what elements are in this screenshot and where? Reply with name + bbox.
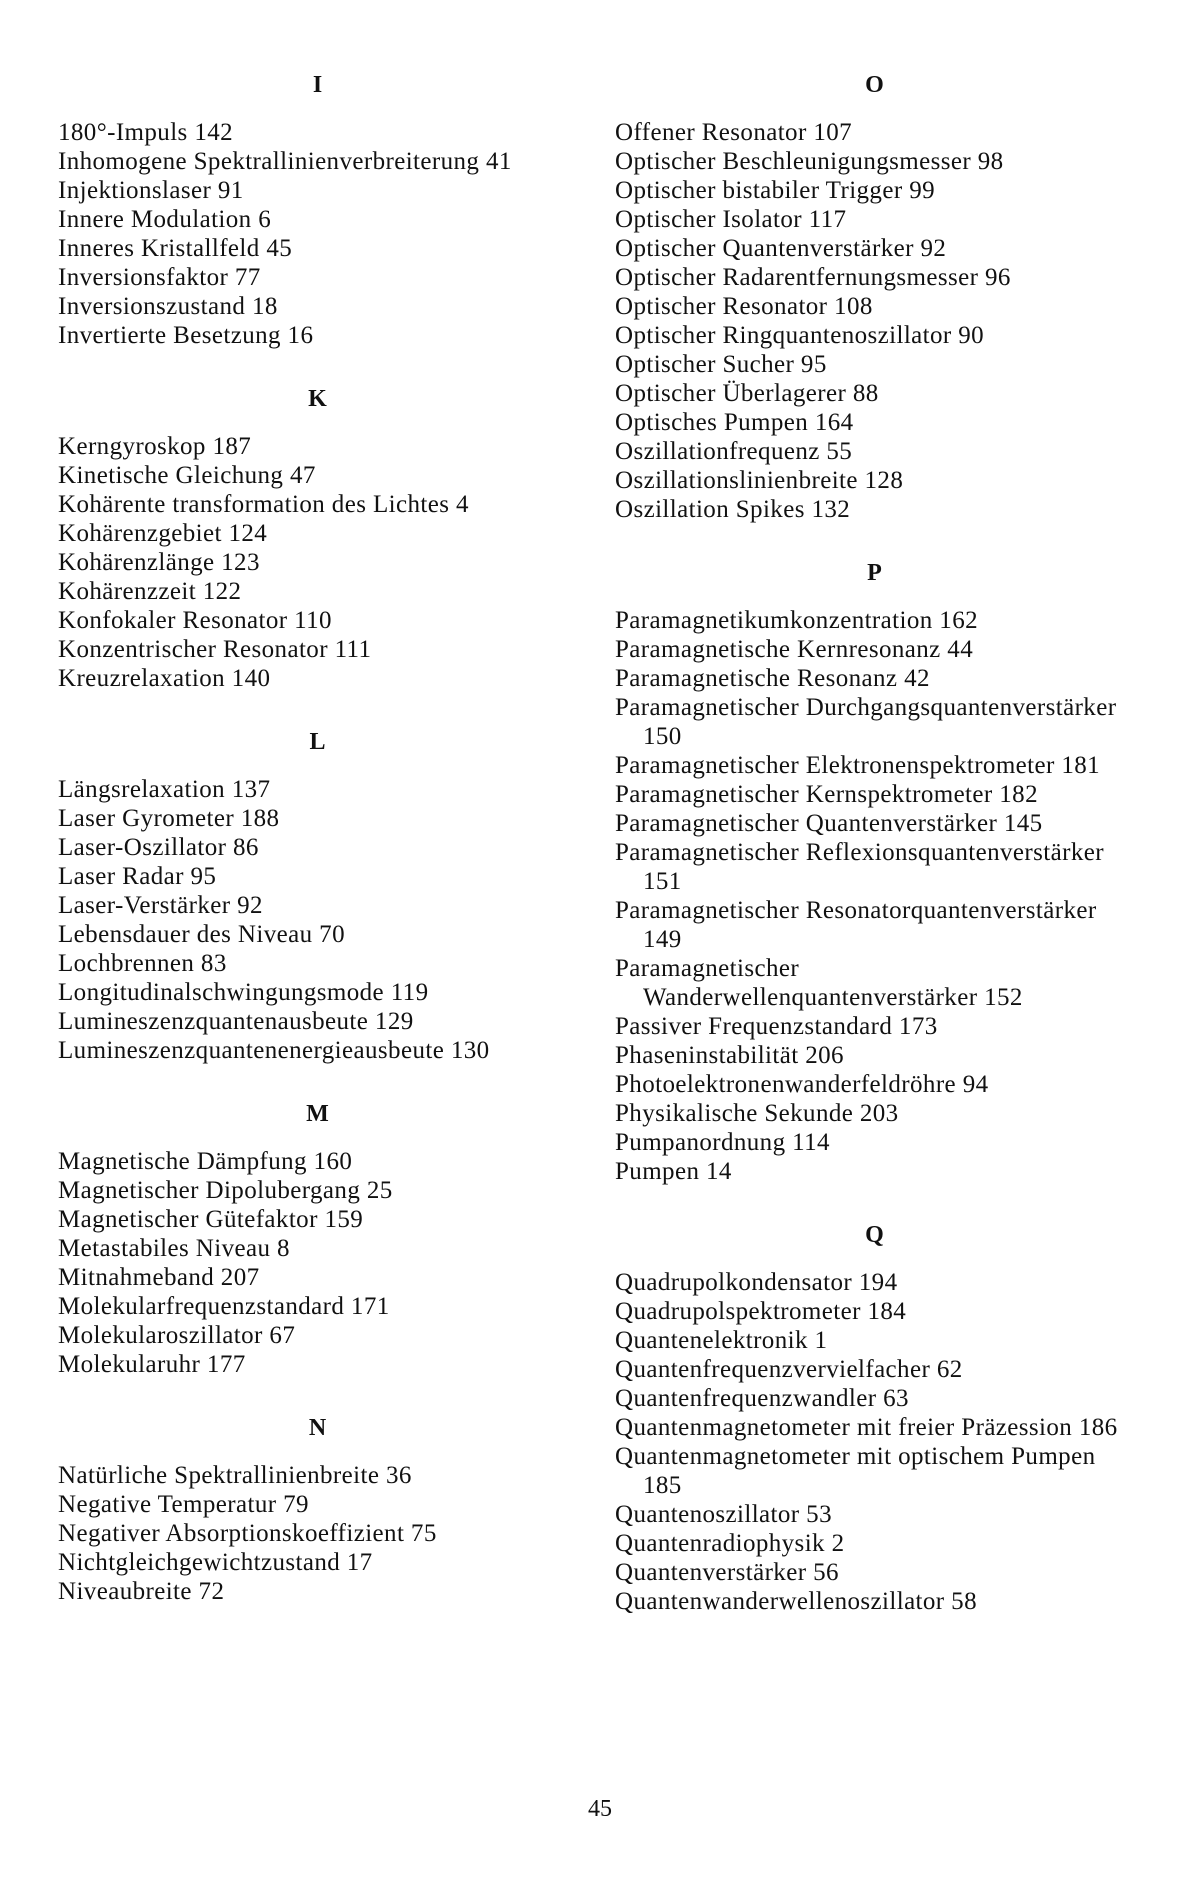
index-entry: Magnetischer Dipolubergang 25 xyxy=(58,1176,578,1205)
index-section xyxy=(58,1413,578,1606)
index-entry: Optischer Ringquantenoszillator 90 xyxy=(615,321,1135,350)
index-entry: Quantenverstärker 56 xyxy=(615,1558,1135,1587)
index-entry: Molekularfrequenzstandard 171 xyxy=(58,1292,578,1321)
index-entry: Quantenfrequenzwandler 63 xyxy=(615,1384,1135,1413)
index-entry: Paramagnetischer Kernspektrometer 182 xyxy=(615,780,1135,809)
index-entry: Inhomogene Spektrallinienverbreiterung 41 xyxy=(58,147,578,176)
index-entry: Lebensdauer des Niveau 70 xyxy=(58,920,578,949)
section-letter-heading: P xyxy=(615,558,1135,588)
index-page xyxy=(0,0,1200,1880)
index-entry: Metastabiles Niveau 8 xyxy=(58,1234,578,1263)
index-entry: Kerngyroskop 187 xyxy=(58,432,578,461)
index-entry: Photoelektronenwanderfeldröhre 94 xyxy=(615,1070,1135,1099)
index-entry: Injektionslaser 91 xyxy=(58,176,578,205)
index-entry: Niveaubreite 72 xyxy=(58,1577,578,1606)
index-entry: Optischer Radarentfernungsmesser 96 xyxy=(615,263,1135,292)
index-entry: Oszillationfrequenz 55 xyxy=(615,437,1135,466)
index-entry: Optischer Resonator 108 xyxy=(615,292,1135,321)
index-entry: Quantenwanderwellenoszillator 58 xyxy=(615,1587,1135,1616)
index-entry-list xyxy=(615,606,1135,1186)
index-entry: Paramagnetischer Elektronenspektrometer 181 xyxy=(615,751,1135,780)
index-entry-list xyxy=(58,118,578,350)
index-entry-list xyxy=(615,1268,1135,1616)
index-entry-list xyxy=(615,118,1135,524)
index-section xyxy=(615,558,1135,1186)
page-number: 45 xyxy=(0,1794,1200,1824)
index-entry-list xyxy=(58,1147,578,1379)
index-entry: Optischer Quantenverstärker 92 xyxy=(615,234,1135,263)
index-entry: Paramagnetischer Resonatorquantenverstärker 149 xyxy=(615,896,1135,954)
section-letter-heading: I xyxy=(58,70,578,100)
index-entry: Kinetische Gleichung 47 xyxy=(58,461,578,490)
index-entry: Lumineszenzquantenausbeute 129 xyxy=(58,1007,578,1036)
index-entry: Invertierte Besetzung 16 xyxy=(58,321,578,350)
index-entry: Paramagnetischer Durchgangsquantenverstärker 150 xyxy=(615,693,1135,751)
index-entry: Kohärenzlänge 123 xyxy=(58,548,578,577)
index-section xyxy=(58,1099,578,1379)
index-entry: Magnetische Dämpfung 160 xyxy=(58,1147,578,1176)
index-entry: Negative Temperatur 79 xyxy=(58,1490,578,1519)
section-letter-heading: K xyxy=(58,384,578,414)
index-entry: Quantenmagnetometer mit optischem Pumpen 185 xyxy=(615,1442,1135,1500)
index-entry: Pumpen 14 xyxy=(615,1157,1135,1186)
index-entry: Paramagnetischer Reflexionsquantenverstärker 151 xyxy=(615,838,1135,896)
index-entry: Kreuzrelaxation 140 xyxy=(58,664,578,693)
index-entry: Quantenradiophysik 2 xyxy=(615,1529,1135,1558)
index-entry: Oszillationslinienbreite 128 xyxy=(615,466,1135,495)
index-entry: Längsrelaxation 137 xyxy=(58,775,578,804)
index-entry: Laser Gyrometer 188 xyxy=(58,804,578,833)
section-letter-heading: N xyxy=(58,1413,578,1443)
index-entry: Inversionszustand 18 xyxy=(58,292,578,321)
index-entry: Quadrupolspektrometer 184 xyxy=(615,1297,1135,1326)
index-entry: Paramagnetischer Wanderwellenquantenverstärker 152 xyxy=(615,954,1135,1012)
index-entry: Konfokaler Resonator 110 xyxy=(58,606,578,635)
index-entry: Laser-Oszillator 86 xyxy=(58,833,578,862)
index-entry: Inversionsfaktor 77 xyxy=(58,263,578,292)
index-entry: Lumineszenzquantenenergieausbeute 130 xyxy=(58,1036,578,1065)
index-entry: Kohärente transformation des Lichtes 4 xyxy=(58,490,578,519)
section-letter-heading: L xyxy=(58,727,578,757)
index-entry: Nichtgleichgewichtzustand 17 xyxy=(58,1548,578,1577)
index-entry: Longitudinalschwingungsmode 119 xyxy=(58,978,578,1007)
index-entry: Innere Modulation 6 xyxy=(58,205,578,234)
index-section xyxy=(615,70,1135,524)
index-entry-list xyxy=(58,1461,578,1606)
index-entry: Quadrupolkondensator 194 xyxy=(615,1268,1135,1297)
index-entry: Physikalische Sekunde 203 xyxy=(615,1099,1135,1128)
index-entry: Magnetischer Gütefaktor 159 xyxy=(58,1205,578,1234)
index-entry: Quantenmagnetometer mit freier Präzession 186 xyxy=(615,1413,1135,1442)
index-entry: 180°-Impuls 142 xyxy=(58,118,578,147)
index-entry-list xyxy=(58,432,578,693)
index-entry: Optischer Beschleunigungsmesser 98 xyxy=(615,147,1135,176)
index-entry: Inneres Kristallfeld 45 xyxy=(58,234,578,263)
index-entry: Optischer Isolator 117 xyxy=(615,205,1135,234)
section-letter-heading: O xyxy=(615,70,1135,100)
index-entry: Molekularoszillator 67 xyxy=(58,1321,578,1350)
index-entry: Paramagnetikumkonzentration 162 xyxy=(615,606,1135,635)
index-entry: Negativer Absorptionskoeffizient 75 xyxy=(58,1519,578,1548)
index-entry: Quantenfrequenzvervielfacher 62 xyxy=(615,1355,1135,1384)
section-letter-heading: Q xyxy=(615,1220,1135,1250)
index-entry: Passiver Frequenzstandard 173 xyxy=(615,1012,1135,1041)
index-entry: Mitnahmeband 207 xyxy=(58,1263,578,1292)
index-entry: Laser-Verstärker 92 xyxy=(58,891,578,920)
index-entry: Optisches Pumpen 164 xyxy=(615,408,1135,437)
index-entry-list xyxy=(58,775,578,1065)
right-index-column xyxy=(615,70,1135,1650)
index-entry: Paramagnetische Resonanz 42 xyxy=(615,664,1135,693)
section-letter-heading: M xyxy=(58,1099,578,1129)
index-entry: Oszillation Spikes 132 xyxy=(615,495,1135,524)
index-entry: Kohärenzzeit 122 xyxy=(58,577,578,606)
index-entry: Phaseninstabilität 206 xyxy=(615,1041,1135,1070)
left-index-column xyxy=(58,70,578,1640)
index-entry: Pumpanordnung 114 xyxy=(615,1128,1135,1157)
index-entry: Quantenoszillator 53 xyxy=(615,1500,1135,1529)
index-entry: Natürliche Spektrallinienbreite 36 xyxy=(58,1461,578,1490)
index-section xyxy=(58,70,578,350)
index-entry: Paramagnetische Kernresonanz 44 xyxy=(615,635,1135,664)
index-entry: Konzentrischer Resonator 111 xyxy=(58,635,578,664)
index-entry: Laser Radar 95 xyxy=(58,862,578,891)
index-entry: Optischer Überlagerer 88 xyxy=(615,379,1135,408)
index-section xyxy=(58,384,578,693)
index-entry: Molekularuhr 177 xyxy=(58,1350,578,1379)
index-entry: Lochbrennen 83 xyxy=(58,949,578,978)
index-entry: Offener Resonator 107 xyxy=(615,118,1135,147)
index-entry: Kohärenzgebiet 124 xyxy=(58,519,578,548)
index-entry: Paramagnetischer Quantenverstärker 145 xyxy=(615,809,1135,838)
index-entry: Quantenelektronik 1 xyxy=(615,1326,1135,1355)
index-section xyxy=(58,727,578,1065)
index-entry: Optischer Sucher 95 xyxy=(615,350,1135,379)
index-section xyxy=(615,1220,1135,1616)
index-entry: Optischer bistabiler Trigger 99 xyxy=(615,176,1135,205)
